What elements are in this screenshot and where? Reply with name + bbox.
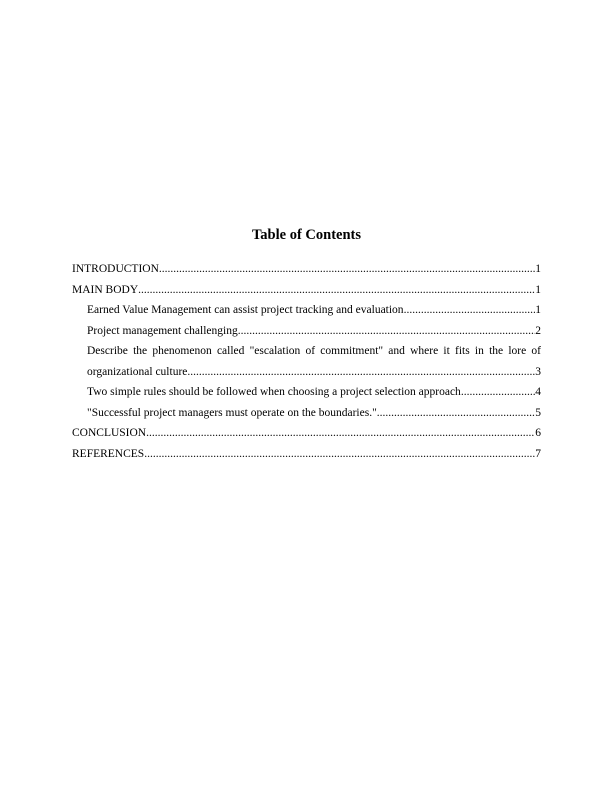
toc-entry-text: REFERENCES [72,447,145,460]
toc-entry-text: Earned Value Management can assist project tracking and evaluation [87,304,404,316]
toc-entry-page: 1 [535,283,541,296]
toc-title: Table of Contents [251,227,362,243]
toc-entry-introduction[interactable] [72,259,541,280]
toc-entry-page: 4 [535,386,541,398]
toc-dot-leader [461,382,535,403]
toc-dot-leader [190,362,535,383]
toc-entry-text: Project management challenging [87,324,238,337]
toc-entry-page: 6 [535,427,541,439]
toc-entry-pm-challenging[interactable] [72,321,541,342]
toc-entry-conclusion[interactable] [72,423,541,444]
toc-dot-leader [238,321,536,342]
toc-entry-page: 1 [535,304,541,316]
toc-entry-simple-rules[interactable] [72,382,541,403]
toc-entry-page: 3 [535,365,541,378]
toc-entry-escalation[interactable] [72,341,541,382]
toc-entry-references[interactable] [72,444,541,465]
toc-entry-successful-pm[interactable] [72,403,541,424]
toc-entry-page: 5 [535,406,541,419]
toc-entry-earned-value[interactable] [72,300,541,321]
toc-dot-leader [138,280,535,301]
toc-dot-leader [159,259,535,280]
toc-entry-page: 7 [535,447,541,460]
toc-entry-text: Two simple rules should be followed when choosing a project selection approach [87,386,461,398]
toc-dot-leader [146,423,535,444]
toc-entry-text: INTRODUCTION [72,263,159,275]
toc-entry-text-line2: organizational culture. [87,365,191,378]
toc-dot-leader [404,300,536,321]
table-of-contents [72,226,541,464]
toc-entry-text-line1: Describe the phenomenon called "escalation of commitment" and where it fits in the lore of [87,345,541,357]
toc-entry-text: MAIN BODY [72,283,139,296]
toc-dot-leader [377,403,535,424]
toc-entry-text: "Successful project managers must operate on the boundaries." [87,406,377,419]
toc-entry-page: 1 [535,263,541,275]
toc-entry-main-body[interactable] [72,280,541,301]
toc-entry-text: CONCLUSION [72,427,147,439]
toc-dot-leader [144,444,535,465]
toc-entry-page: 2 [535,324,541,337]
